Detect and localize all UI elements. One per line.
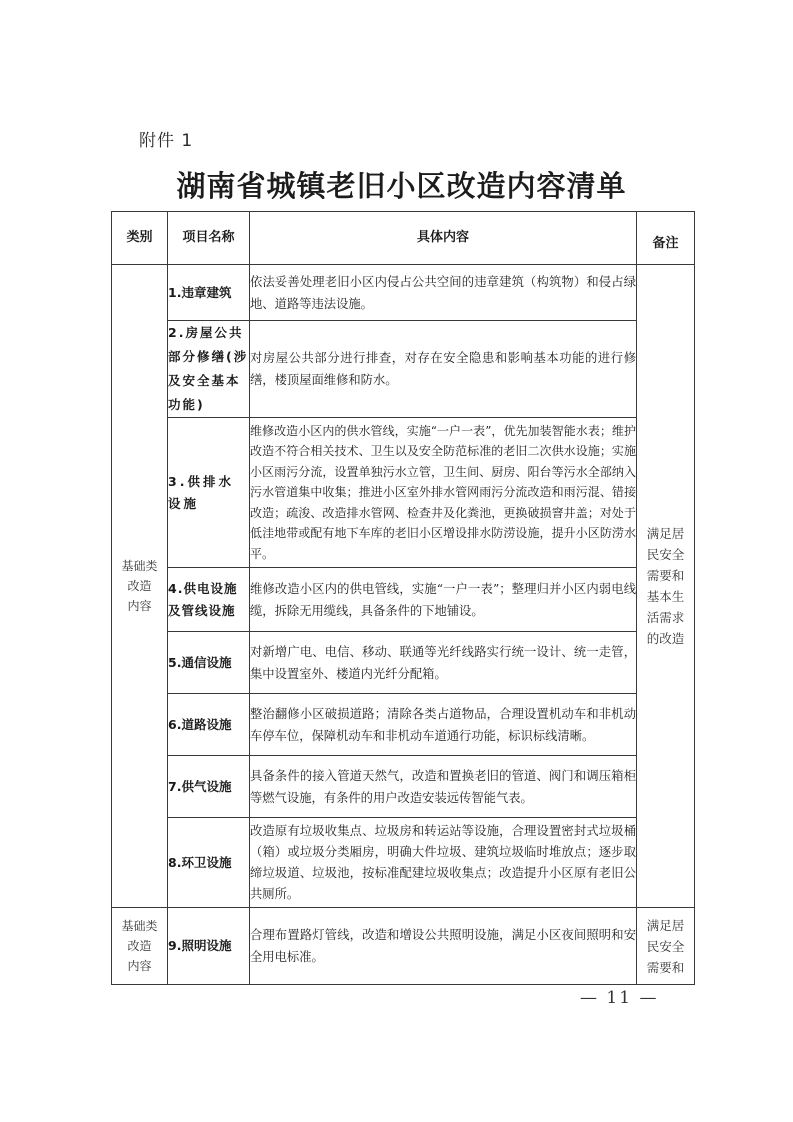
table-header-row (112, 212, 695, 265)
table-row (112, 756, 695, 818)
content-cell: 依法妥善处理老旧小区内侵占公共空间的违章建筑（构筑物）和侵占绿地、道路等违法设施。 (250, 265, 637, 321)
item-name-cell: 3.供排水设施 (168, 418, 250, 568)
content-cell: 合理布置路灯管线，改造和增设公共照明设施，满足小区夜间照明和安全用电标准。 (250, 908, 637, 985)
document-title: 湖南省城镇老旧小区改造内容清单 (176, 169, 627, 203)
table-row (112, 632, 695, 694)
item-name-cell: 6.道路设施 (168, 694, 250, 756)
content-cell: 维修改造小区内的供水管线，实施“一户一表”，优先加装智能水表；维护改造不符合相关技术、卫生以及安全防范标准的老旧二次供水设施；实施小区雨污分流，设置单独污水立管，卫生间、厨房、阳台等污水全部纳入污水管道集中收集；推进小区室外排水管网雨污分流改造和雨污混、错接改造；疏浚、改造排水管网、检查井及化粪池，更换破损窨井盖；对处于低洼地带或配有地下车库的老旧小区增设排水防涝设施，提升小区防涝水平。 (250, 418, 637, 568)
table-row (112, 265, 695, 321)
content-cell: 对房屋公共部分进行排查，对存在安全隐患和影响基本功能的进行修缮，楼顶屋面维修和防水。 (250, 321, 637, 418)
item-name-cell: 7.供气设施 (168, 756, 250, 818)
content-cell: 对新增广电、电信、移动、联通等光纤线路实行统一设计、统一走管，集中设置室外、楼道内光纤分配箱。 (250, 632, 637, 694)
item-name-cell: 1.违章建筑 (168, 265, 250, 321)
category-cell: 基础类 改造 内容 (112, 265, 168, 908)
item-name-cell: 5.通信设施 (168, 632, 250, 694)
page-number: — 11 — (580, 988, 659, 1008)
remark-cell: 满足居 民安全 需要和 基本生 活需求 的改造 (637, 265, 695, 908)
header-content: 具体内容 (250, 212, 637, 265)
header-category: 类别 (112, 212, 168, 265)
header-item-name: 项目名称 (168, 212, 250, 265)
category-cell: 基础类 改造 内容 (112, 908, 168, 985)
content-cell: 具备条件的接入管道天然气，改造和置换老旧的管道、阀门和调压箱柜等燃气设施，有条件的用户改造安装远传智能气表。 (250, 756, 637, 818)
table-row (112, 568, 695, 632)
header-remark: 备注 (637, 212, 695, 265)
table-row (112, 694, 695, 756)
item-name-cell: 9.照明设施 (168, 908, 250, 985)
content-cell: 维修改造小区内的供电管线，实施“一户一表”；整理归并小区内弱电线缆，拆除无用缆线，具备条件的下地铺设。 (250, 568, 637, 632)
table-row (112, 418, 695, 568)
table-row (112, 818, 695, 908)
content-cell: 整治翻修小区破损道路；清除各类占道物品，合理设置机动车和非机动车停车位，保障机动车和非机动车道通行功能，标识标线清晰。 (250, 694, 637, 756)
table-row (112, 908, 695, 985)
content-cell: 改造原有垃圾收集点、垃圾房和转运站等设施，合理设置密封式垃圾桶（箱）或垃圾分类厢房，明确大件垃圾、建筑垃圾临时堆放点；逐步取缔垃圾道、垃圾池，按标准配建垃圾收集点；改造提升小区原有老旧公共厕所。 (250, 818, 637, 908)
attachment-label: 附件 1 (139, 131, 194, 151)
item-name-cell: 4.供电设施及管线设施 (168, 568, 250, 632)
item-name-cell: 2.房屋公共部分修缮(涉及安全基本功能) (168, 321, 250, 418)
renovation-content-table (111, 211, 695, 985)
table-row (112, 321, 695, 418)
item-name-cell: 8.环卫设施 (168, 818, 250, 908)
remark-cell: 满足居 民安全 需要和 (637, 908, 695, 985)
